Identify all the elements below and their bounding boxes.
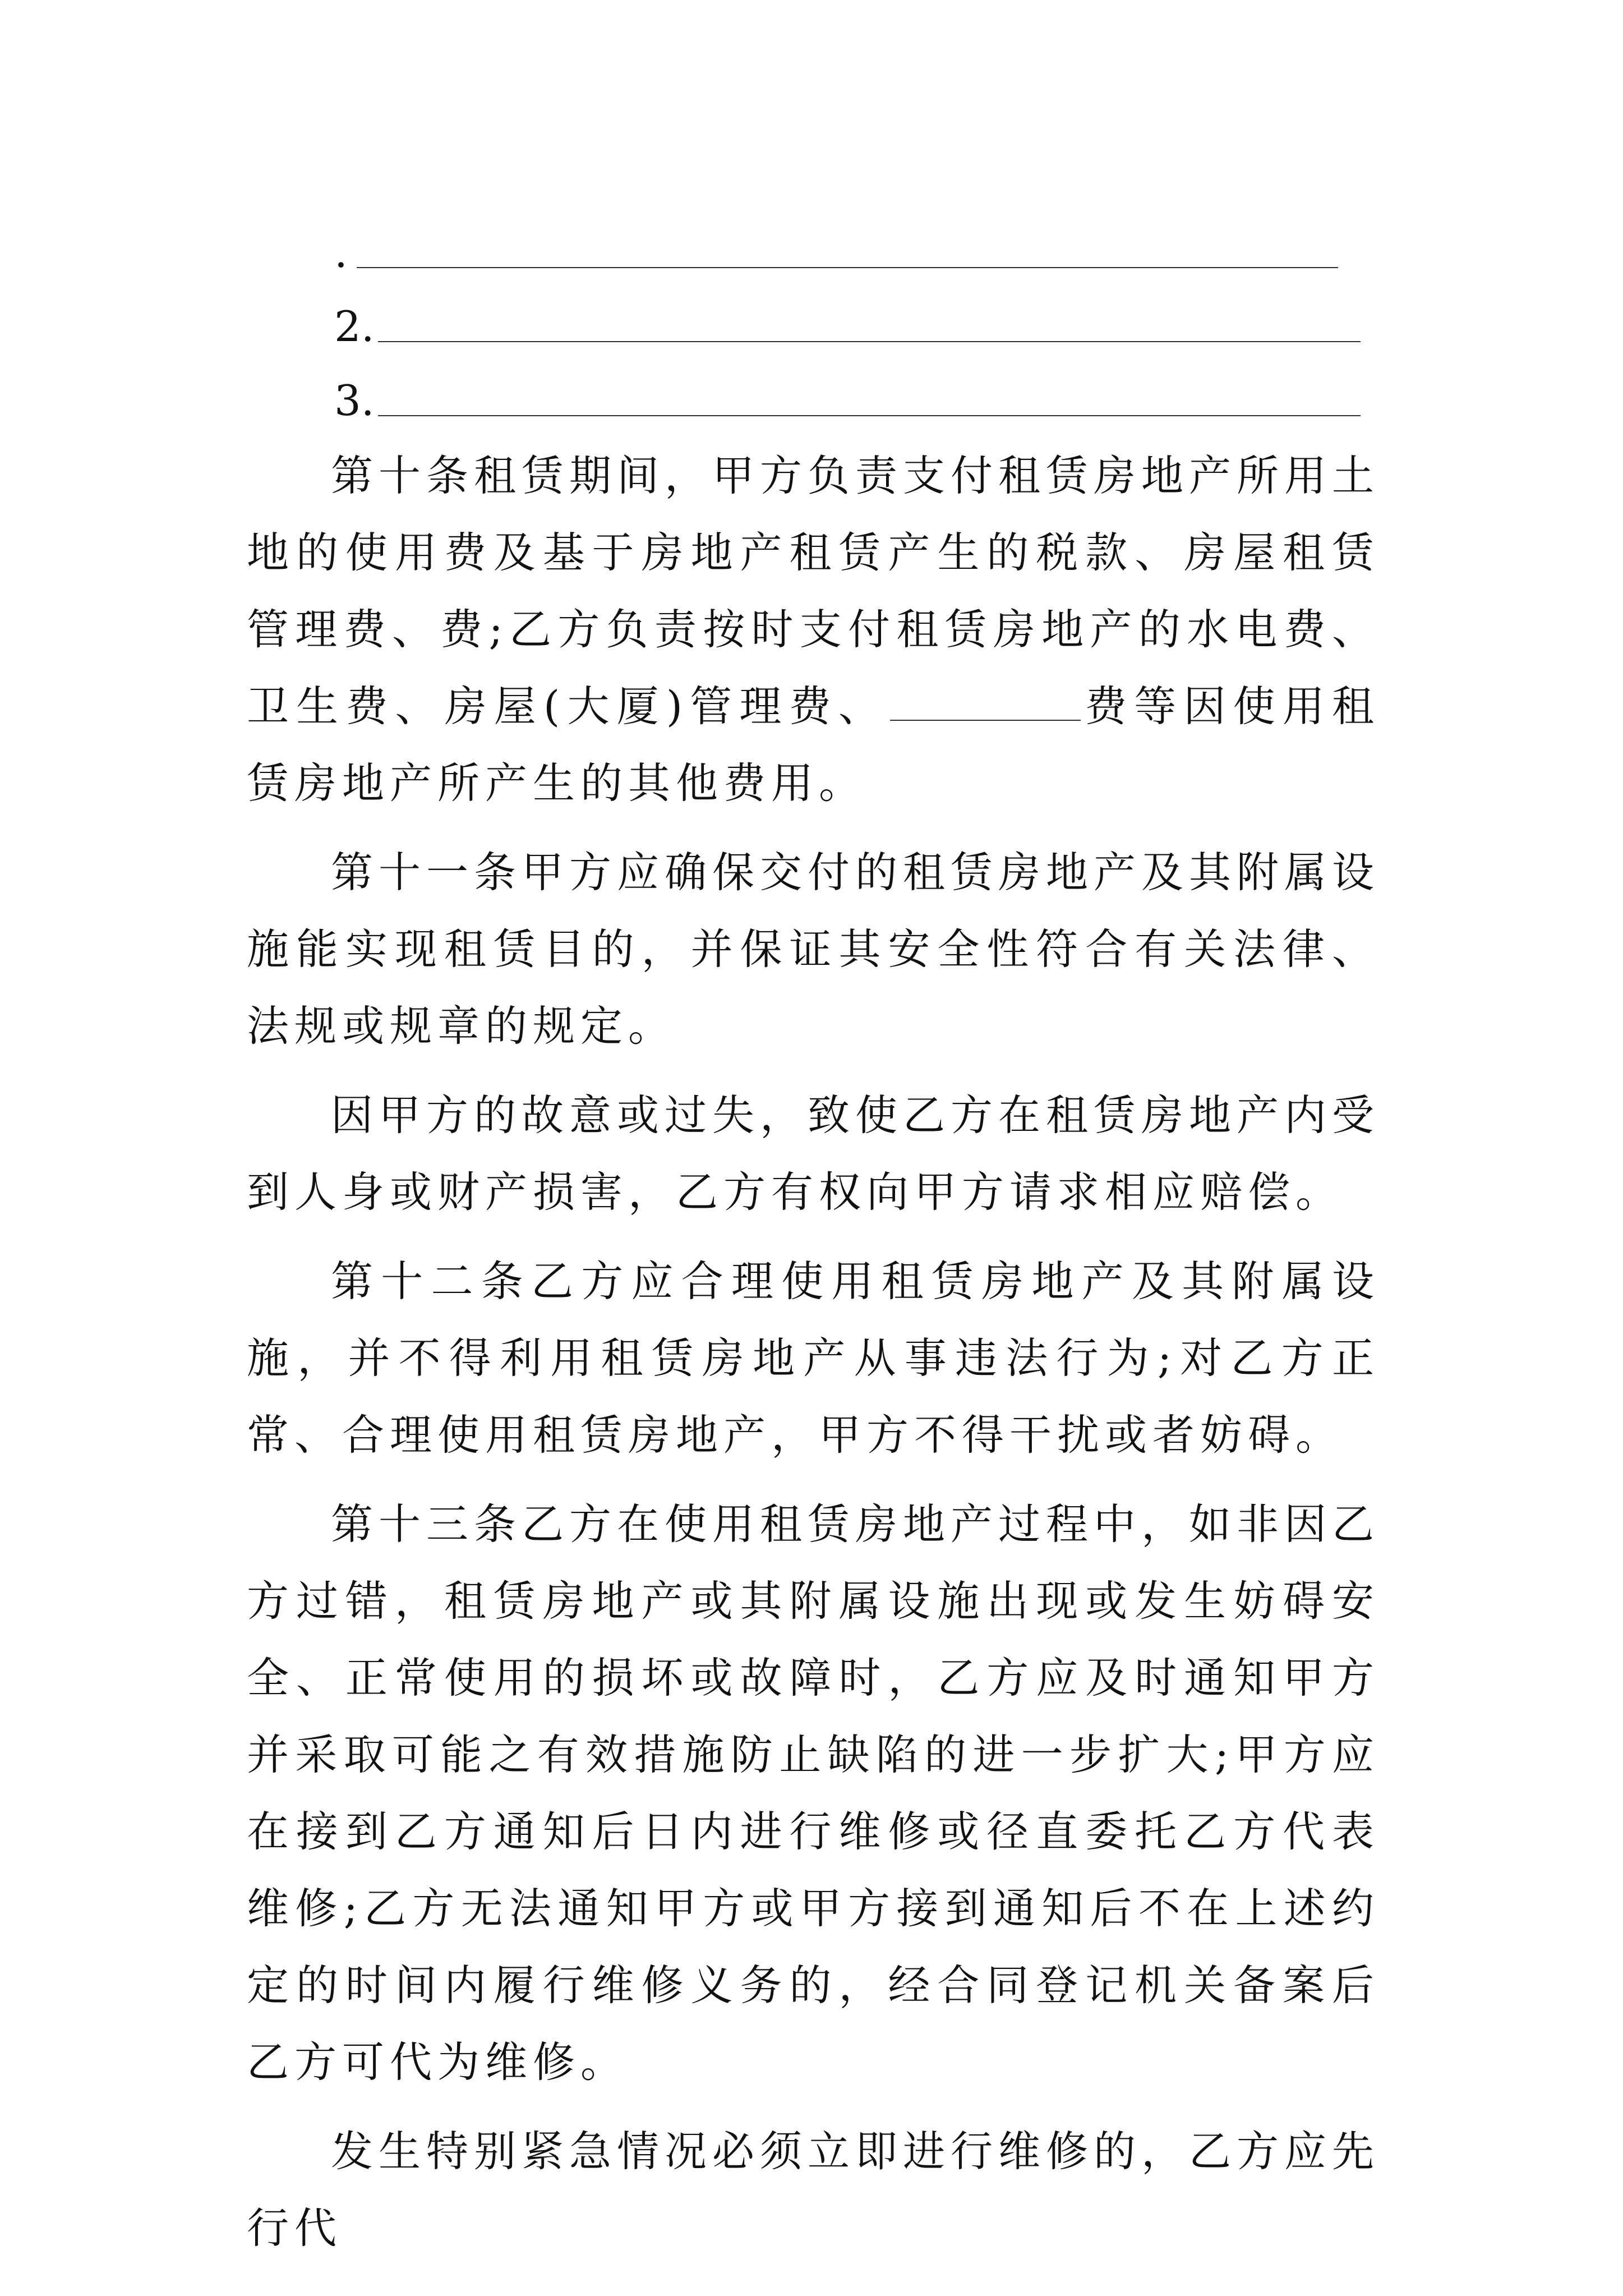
clause-10-part1: 第十条租赁期间，甲方负责支付租赁房地产所用土地的使用费及基于房地产租赁产生的税款、房屋租赁管理费、费;乙方负责按时支付租赁房地产的水电费、卫生费、房屋(大厦)管理费、 — [247, 451, 1380, 731]
clause-10 — [247, 438, 1380, 822]
list-number: . — [334, 228, 348, 277]
clause-13: 第十三条乙方在使用租赁房地产过程中，如非因乙方过错，租赁房地产或其附属设施出现或发生妨碍安全、正常使用的损坏或故障时，乙方应及时通知甲方并采取可能之有效措施防止缺陷的进一步扩大;甲方应在接到乙方通知后日内进行维修或径直委托乙方代表维修;乙方无法通知甲方或甲方接到通知后不在上述约定的时间内履行维修义务的，经合同登记机关备案后乙方可代为维修。 — [247, 1499, 1380, 2087]
list-item-1 — [334, 224, 1338, 280]
list-number: 2. — [334, 302, 375, 351]
fee-blank — [890, 686, 1081, 721]
blank-line — [357, 267, 1338, 268]
list-item-3 — [334, 372, 1361, 429]
clause-11-compensation: 因甲方的故意或过失，致使乙方在租赁房地产内受到人身或财产损害，乙方有权向甲方请求相应赔偿。 — [247, 1091, 1380, 1217]
blank-line — [378, 341, 1361, 342]
clause-12: 第十二条乙方应合理使用租赁房地产及其附属设施，并不得利用租赁房地产从事违法行为;对乙方正常、合理使用租赁房地产，甲方不得干扰或者妨碍。 — [247, 1257, 1380, 1460]
clause-10-part2: 费等因使用租赁房地产所产生的其他费用。 — [247, 682, 1380, 808]
clause-11: 第十一条甲方应确保交付的租赁房地产及其附属设施能实现租赁目的，并保证其安全性符合有关法律、法规或规章的规定。 — [247, 848, 1380, 1051]
list-number: 3. — [334, 376, 375, 425]
blank-line — [378, 415, 1361, 416]
list-item-2 — [334, 298, 1361, 355]
clause-13-emergency: 发生特别紧急情况必须立即进行维修的，乙方应先行代 — [247, 2127, 1380, 2253]
document-body — [247, 438, 1380, 2279]
